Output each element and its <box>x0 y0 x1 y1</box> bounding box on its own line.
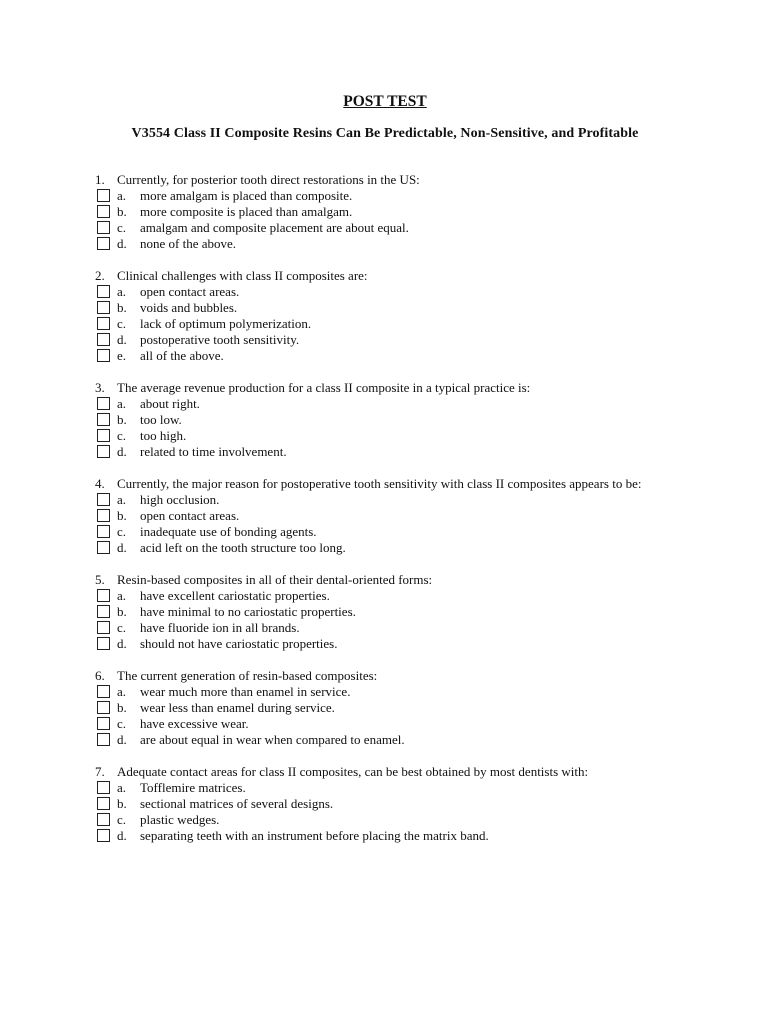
option-text: too low. <box>140 412 182 427</box>
question-text: Adequate contact areas for class II composites, can be best obtained by most dentists with: <box>117 764 589 779</box>
answer-checkbox[interactable] <box>97 205 110 218</box>
option-text: lack of optimum polymerization. <box>140 316 312 331</box>
option-text: have fluoride ion in all brands. <box>140 620 300 635</box>
option-letter: c. <box>117 220 127 235</box>
option-letter: c. <box>117 812 127 827</box>
answer-checkbox[interactable] <box>97 637 110 650</box>
answer-checkbox[interactable] <box>97 541 110 554</box>
question-prompt <box>95 268 368 284</box>
answer-checkbox[interactable] <box>97 717 110 730</box>
answer-checkbox[interactable] <box>97 701 110 714</box>
answer-checkbox[interactable] <box>97 317 110 330</box>
answer-checkbox[interactable] <box>97 397 110 410</box>
answer-checkbox[interactable] <box>97 525 110 538</box>
option-letter: b. <box>117 508 127 523</box>
option-letter: a. <box>117 188 127 203</box>
answer-checkbox[interactable] <box>97 413 110 426</box>
option-text: have excellent cariostatic properties. <box>140 588 330 603</box>
question-prompt <box>95 668 377 684</box>
answer-checkbox[interactable] <box>97 301 110 314</box>
question-prompt <box>95 172 420 188</box>
option-letter: c. <box>117 316 127 331</box>
option-text: sectional matrices of several designs. <box>140 796 334 811</box>
option-text: more composite is placed than amalgam. <box>140 204 353 219</box>
option-text: Tofflemire matrices. <box>140 780 246 795</box>
option-letter: c. <box>117 620 127 635</box>
answer-checkbox[interactable] <box>97 829 110 842</box>
answer-checkbox[interactable] <box>97 189 110 202</box>
option-letter: d. <box>117 236 127 251</box>
question-text: The average revenue production for a class II composite in a typical practice is: <box>117 380 531 395</box>
question-5 <box>0 572 770 668</box>
option-text: about right. <box>140 396 200 411</box>
answer-checkbox[interactable] <box>97 797 110 810</box>
answer-checkbox[interactable] <box>97 781 110 794</box>
question-7 <box>0 764 770 860</box>
option-text: wear much more than enamel in service. <box>140 684 351 699</box>
option-letter: d. <box>117 732 127 747</box>
question-2 <box>0 268 770 380</box>
option-letter: a. <box>117 780 127 795</box>
option-letter: a. <box>117 492 127 507</box>
option-letter: a. <box>117 588 127 603</box>
option-text: acid left on the tooth structure too long. <box>140 540 346 555</box>
answer-checkbox[interactable] <box>97 333 110 346</box>
option-text: plastic wedges. <box>140 812 220 827</box>
question-text: Currently, for posterior tooth direct restorations in the US: <box>117 172 420 187</box>
question-text: Currently, the major reason for postoperative tooth sensitivity with class II composites appears to be: <box>117 476 642 491</box>
option-letter: a. <box>117 396 127 411</box>
option-text: related to time involvement. <box>140 444 287 459</box>
question-text: Clinical challenges with class II composites are: <box>117 268 368 283</box>
option-text: are about equal in wear when compared to enamel. <box>140 732 405 747</box>
question-text: The current generation of resin-based composites: <box>117 668 378 683</box>
question-number: 1. <box>95 172 105 187</box>
option-text: open contact areas. <box>140 508 240 523</box>
option-letter: b. <box>117 604 127 619</box>
option-letter: c. <box>117 428 127 443</box>
option-letter: b. <box>117 204 127 219</box>
option-text: open contact areas. <box>140 284 240 299</box>
question-prompt <box>95 380 530 396</box>
option-letter: d. <box>117 636 127 651</box>
answer-checkbox[interactable] <box>97 493 110 506</box>
question-number: 3. <box>95 380 105 395</box>
option-letter: b. <box>117 796 127 811</box>
answer-checkbox[interactable] <box>97 221 110 234</box>
option-text: wear less than enamel during service. <box>140 700 335 715</box>
question-list <box>0 172 770 860</box>
option-letter: d. <box>117 444 127 459</box>
answer-checkbox[interactable] <box>97 733 110 746</box>
answer-checkbox[interactable] <box>97 285 110 298</box>
option-text: voids and bubbles. <box>140 300 238 315</box>
answer-checkbox[interactable] <box>97 621 110 634</box>
option-letter: b. <box>117 300 127 315</box>
option-text: all of the above. <box>140 348 224 363</box>
question-prompt <box>95 476 641 492</box>
answer-checkbox[interactable] <box>97 605 110 618</box>
answer-checkbox[interactable] <box>97 445 110 458</box>
option-letter: d. <box>117 540 127 555</box>
question-3 <box>0 380 770 476</box>
option-letter: b. <box>117 700 127 715</box>
option-text: none of the above. <box>140 236 237 251</box>
question-number: 7. <box>95 764 105 779</box>
option-text: inadequate use of bonding agents. <box>140 524 317 539</box>
question-number: 4. <box>95 476 105 491</box>
option-letter: c. <box>117 524 127 539</box>
question-text: Resin-based composites in all of their dental-oriented forms: <box>117 572 433 587</box>
question-number: 6. <box>95 668 105 683</box>
answer-checkbox[interactable] <box>97 589 110 602</box>
answer-checkbox[interactable] <box>97 237 110 250</box>
option-text: more amalgam is placed than composite. <box>140 188 353 203</box>
question-6 <box>0 668 770 764</box>
option-text: too high. <box>140 428 187 443</box>
option-letter: d. <box>117 332 127 347</box>
option-letter: b. <box>117 412 127 427</box>
question-4 <box>0 476 770 572</box>
option-text: high occlusion. <box>140 492 220 507</box>
option-text: separating teeth with an instrument before placing the matrix band. <box>140 828 489 843</box>
option-letter: e. <box>117 348 127 363</box>
page-title: POST TEST <box>343 93 427 110</box>
option-text: postoperative tooth sensitivity. <box>140 332 300 347</box>
answer-checkbox[interactable] <box>97 429 110 442</box>
option-text: amalgam and composite placement are about equal. <box>140 220 409 235</box>
option-text: have minimal to no cariostatic properties. <box>140 604 356 619</box>
answer-checkbox[interactable] <box>97 349 110 362</box>
question-number: 2. <box>95 268 105 283</box>
question-number: 5. <box>95 572 105 587</box>
course-subtitle: V3554 Class II Composite Resins Can Be Predictable, Non-Sensitive, and Profitable <box>131 126 639 141</box>
answer-checkbox[interactable] <box>97 509 110 522</box>
option-letter: d. <box>117 828 127 843</box>
answer-checkbox[interactable] <box>97 813 110 826</box>
question-1 <box>0 172 770 268</box>
option-letter: c. <box>117 716 127 731</box>
option-letter: a. <box>117 684 127 699</box>
option-text: should not have cariostatic properties. <box>140 636 338 651</box>
question-prompt <box>95 764 588 780</box>
question-prompt <box>95 572 432 588</box>
option-letter: a. <box>117 284 127 299</box>
answer-checkbox[interactable] <box>97 685 110 698</box>
option-text: have excessive wear. <box>140 716 249 731</box>
